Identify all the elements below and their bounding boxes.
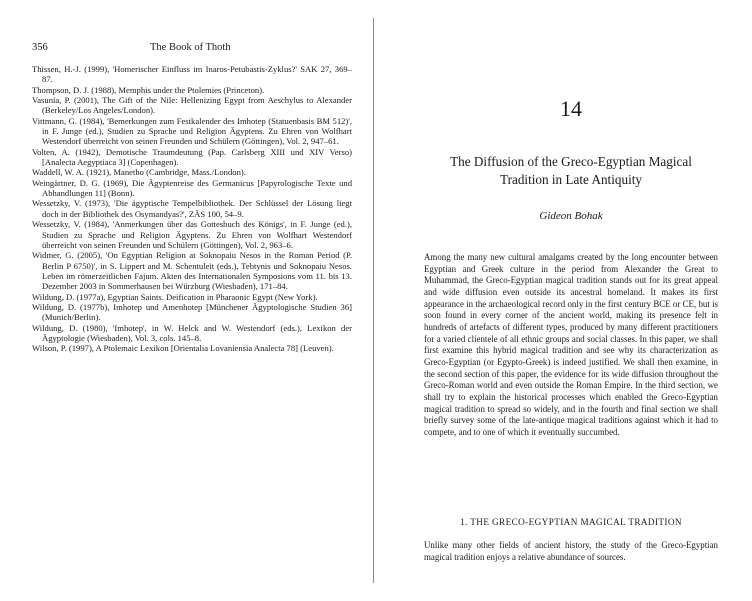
bibliography-entry: Thissen, H.-J. (1999), 'Homerischer Einfluss im Inaros-Petubastis-Zyklus?' SAK 27, 369–87. xyxy=(32,64,352,85)
section-heading: 1. THE GRECO-EGYPTIAN MAGICAL TRADITION xyxy=(460,517,682,527)
bibliography-entry: Wildung, D. (1977b), Imhotep und Amenhotep [Münchener Ägyptologische Studien 36] (Munich/Berlin). xyxy=(32,301,352,323)
bibliography-entry: Wessetzky, V. (1984), 'Anmerkungen über das Gottesbuch des Königs', in F. Junge (ed.), Studien zu Sprache und Religion Ägyptens. Zu Ehren von Wolfhart Westendorf überreicht von seinen Freunden und Schülern (Göttingen), Vol. 2, 963–6. xyxy=(32,219,352,250)
bibliography-entry: Waddell, W. A. (1921), Manetho (Cambridge, Mass./London). xyxy=(32,167,246,178)
chapter-title xyxy=(422,153,720,189)
chapter-author: Gideon Bohak xyxy=(539,210,603,222)
chapter-number: 14 xyxy=(560,96,582,121)
left-page xyxy=(32,42,352,354)
left-running-head xyxy=(32,42,352,56)
bibliography-entry: Weingärtner, D. G. (1969), Die Ägyptenreise des Germanicus [Papyrologische Texte und Abhandlungen 11] (Bonn). xyxy=(32,177,352,199)
page-number: 356 xyxy=(32,42,48,53)
bibliography-entry: Wilson, P. (1997), A Ptolemaic Lexikon [Orientalia Lovaniensia Analecta 78] (Leuven). xyxy=(32,343,334,354)
bibliography-entry: Wildung, D. (1977a), Egyptian Saints. Deification in Pharaonic Egypt (New York). xyxy=(32,291,318,302)
intro-paragraph: Among the many new cultural amalgams created by the long encounter between Egyptian and Greek culture in the period from Alexander the Great to Muhammad, the Greco-Egyptian magical tradition stands out for its great appeal and wide diffusion even outside its ancestral homeland. It makes its first appearance in the archaeological record only in the first century BCE or CE, but is soon found in every corner of the ancient world, making its presence felt in hundreds of artefacts of different types, produced by many different practitioners for a varied clientele of all ethnic groups and social classes. In this paper, we shall first examine this hybrid magical tradition and see why its characterization as Greco-Egyptian (or Egypto-Greek) is indeed justified. We shall then examine, in the second section of this paper, the evidence for its wide diffusion throughout the Greco-Roman world and even outside the Roman Empire. In the third section, we shall try to explain the historical processes which enabled the Greco-Egyptian magical tradition to spread so widely, and in the fourth and final section we shall briefly survey some of the late-antique magical traditions against which it had to compete, and to one of which it eventually succumbed. xyxy=(424,252,718,437)
chapter-title-line-2: Tradition in Late Antiquity xyxy=(499,172,642,187)
bibliography-entry: Wildung, D. (1980), 'Imhotep', in W. Helck and W. Westendorf (eds.), Lexikon der Ägyptologie (Wiesbaden), Vol. 3, cols. 145–8. xyxy=(32,322,352,343)
bibliography-entry: Volten, A. (1942), Demotische Traumdeutung (Pap. Carlsberg XIII und XIV Verso) [Analecta Aegyptiaca 3] (Copenhagen). xyxy=(32,146,352,168)
bibliography-entry: Thompson, D. J. (1988), Memphis under the Ptolemies (Princeton). xyxy=(32,84,265,95)
page-gutter xyxy=(373,18,374,583)
chapter-title-line-1: The Diffusion of the Greco-Egyptian Magical xyxy=(450,154,692,169)
bibliography-entry: Vittmann, G. (1984), 'Bemerkungen zum Festkalender des Imhotep (Statuenbasis BM 512)', in F. Junge (ed.), Studien zu Sprache und Religion Ägyptens. Zu Ehren von Wolfhart Westendorf überreicht von seinen Freunden und Schülern (Göttingen), Vol. 2, 947–61. xyxy=(32,115,352,147)
running-head-title: The Book of Thoth xyxy=(150,42,231,53)
bibliography-entry: Wessetzky, V. (1973), 'Die ägyptische Tempelbibliothek. Der Schlüssel der Lösung liegt doch in der Bibliothek des Osymandyas?', ZÄS 100, 54–9. xyxy=(32,198,352,219)
bibliography-entry: Widmer, G. (2005), 'On Egyptian Religion at Soknopaiu Nesos in the Roman Period (P. Berlin P 6750)', in S. Lippert and M. Schentuleit (eds.), Tebtynis und Soknopaiu Nesos. Leben im römerzeitlichen Fajum. Akten des Internationalen Symposions vom 11. bis 13. Dezember 2003 in Sommerhausen bei Würzburg (Wiesbaden), 171–84. xyxy=(32,250,352,292)
section-paragraph: Unlike many other fields of ancient history, the study of the Greco-Egyptian magical tradition enjoys a relative abundance of sources. xyxy=(424,540,718,562)
bibliography-entry: Vasunia, P. (2001), The Gift of the Nile: Hellenizing Egypt from Aeschylus to Alexander (Berkeley/Los Angeles/London). xyxy=(32,95,352,116)
bibliography-list xyxy=(32,64,352,354)
